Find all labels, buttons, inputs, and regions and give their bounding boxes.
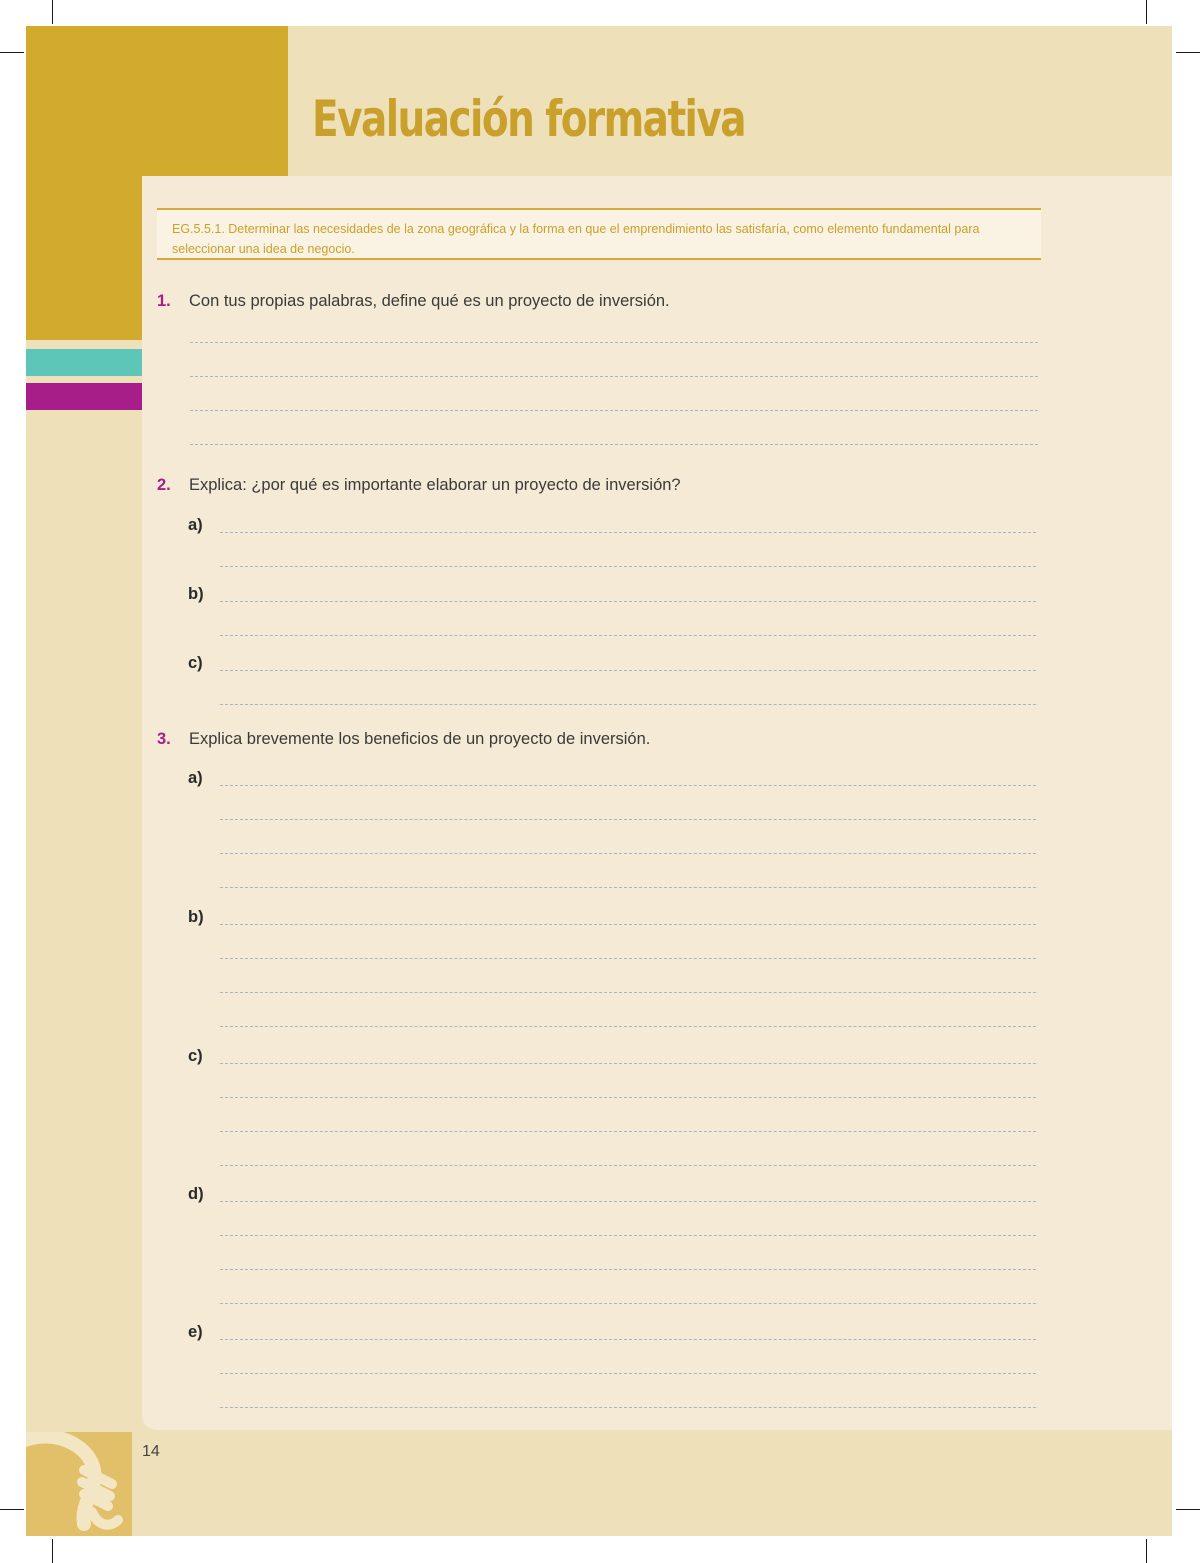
answer-line[interactable] [220,924,1036,925]
answer-line[interactable] [220,566,1036,567]
answer-line[interactable] [220,1339,1036,1340]
answer-line[interactable] [220,1235,1036,1236]
crop-mark [52,0,53,24]
answer-line[interactable] [220,532,1036,533]
question-2 [157,476,681,495]
lightbulb-icon [26,1432,132,1536]
page-title: Evaluación formativa [312,90,745,148]
question-text: Explica: ¿por qué es importante elaborar un proyecto de inversión? [189,476,681,494]
answer-line[interactable] [220,958,1036,959]
gold-side-block [26,176,142,340]
sub-item-label: b) [188,908,204,926]
content-panel [142,176,1172,1430]
footer-band [132,1432,1172,1536]
answer-line[interactable] [220,1303,1036,1304]
answer-line[interactable] [220,670,1036,671]
answer-line[interactable] [220,704,1036,705]
gold-header-block [26,26,288,176]
answer-line[interactable] [220,819,1036,820]
crop-mark [1146,1539,1147,1563]
answer-line[interactable] [220,1269,1036,1270]
objective-box [157,208,1041,260]
answer-line[interactable] [220,1373,1036,1374]
question-number: 3. [157,730,171,748]
answer-line[interactable] [220,1097,1036,1098]
answer-line[interactable] [190,342,1038,343]
answer-line[interactable] [190,410,1038,411]
objective-text: EG.5.5.1. Determinar las necesidades de la zona geográfica y la forma en que el emprendimiento las satisfaría, como elemento fundamental para seleccionar una idea de negocio. [172,222,980,256]
magenta-band [26,383,142,410]
answer-line[interactable] [220,1407,1036,1408]
crop-mark [1146,0,1147,24]
sub-item-label: c) [188,1047,203,1065]
question-text: Con tus propias palabras, define qué es un proyecto de inversión. [189,292,670,310]
answer-line[interactable] [220,992,1036,993]
question-3 [157,730,650,749]
sub-item-label: b) [188,585,204,603]
answer-line[interactable] [220,1026,1036,1027]
answer-line[interactable] [220,1063,1036,1064]
answer-line[interactable] [220,635,1036,636]
crop-mark [0,52,24,53]
answer-line[interactable] [220,601,1036,602]
answer-line[interactable] [220,785,1036,786]
teal-band [26,349,142,376]
page-number: 14 [142,1443,160,1460]
question-text: Explica brevemente los beneficios de un proyecto de inversión. [189,730,651,748]
answer-line[interactable] [220,1131,1036,1132]
crop-mark [52,1539,53,1563]
sub-item-label: a) [188,516,203,534]
question-1 [157,292,670,311]
sub-item-label: d) [188,1185,204,1203]
question-number: 2. [157,476,171,494]
answer-line[interactable] [190,376,1038,377]
crop-mark [1176,52,1200,53]
answer-line[interactable] [220,853,1036,854]
crop-mark [1176,1509,1200,1510]
sub-item-label: a) [188,769,203,787]
answer-line[interactable] [220,887,1036,888]
answer-line[interactable] [220,1165,1036,1166]
sub-item-label: e) [188,1323,203,1341]
answer-line[interactable] [190,444,1038,445]
crop-mark [0,1509,24,1510]
question-number: 1. [157,292,171,310]
footer-gold-block [26,1432,132,1536]
sub-item-label: c) [188,654,203,672]
answer-line[interactable] [220,1201,1036,1202]
